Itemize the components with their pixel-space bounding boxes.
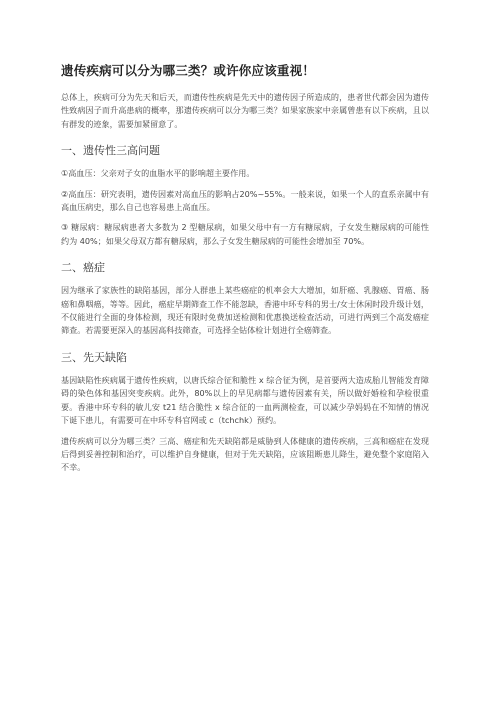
intro-paragraph: 总体上，疾病可分为先天和后天，而遗传性疾病是先天中的遗传因子所造成的，患者世代都会因为遗传性致病因子而升高患病的概率，那遗传疾病可以分为哪三类？如果家族家中亲属曾患有以下疾病，且以有群发的迹象，需要加紧留意了。 <box>61 92 429 129</box>
paragraph-hypertension: ②高血压：研究表明，遗传因素对高血压的影响占20%~55%。一般来说，如果一个人的直系亲属中有高血压病史，那么自己也容易患上高血压。 <box>61 188 429 213</box>
document-page <box>61 62 429 482</box>
paragraph-diabetes: ③ 糖尿病：糖尿病患者大多数为 2 型糖尿病，如果父母中有一方有糖尿病，子女发生糖尿病的可能性约为 40%；如果父母双方都有糖尿病，那么子女发生糖尿病的可能性会增加至 70%。 <box>61 222 429 246</box>
section-heading-cancer: 二、癌症 <box>61 261 105 275</box>
section-heading-birth-defects: 三、先天缺陷 <box>61 350 127 364</box>
paragraph-birth-defects: 基因缺陷性疾病属于遗传性疾病，以唐氏综合征和脆性 x 综合征为例，是首要两大造成胎儿智能发育障碍的染色体和基因突变疾病。此外，80%以上的早见病都与遗传因素有关，所以做好婚检和孕检很重要。香港中环专科的敏儿安 t21 结合脆性 x 综合征的一血两测检查，可以减少孕妈妈在不知情的情况下诞下患儿，有需要可在中环专科官网或 c（tchchk）预约。 <box>61 374 429 426</box>
paragraph-cancer: 因为继承了家族性的缺陷基因，部分人群患上某些癌症的机率会大大增加，如肝癌、乳腺癌、胃癌、肠癌和鼻咽癌，等等。因此，癌症早期筛查工作不能忽缺，香港中环专科的男士/女士休闲时段升级计划，不仅能进行全面的身体检测，现还有限时免费加送检测和优惠换送检查活动，可进行两到三个高发癌症筛查。若需要更深入的基因高科技筛查，可选择全钻体检计划进行全癌筛查。 <box>61 285 429 336</box>
section-heading-hereditary-three-highs: 一、遗传性三高问题 <box>61 144 160 158</box>
paragraph-hyperlipidemia: ①高血压：父亲对子女的血脂水平的影响超主要作用。 <box>61 168 255 179</box>
paragraph-conclusion: 遗传疾病可以分为哪三类？三高、癌症和先天缺陷都是威胁到人体健康的遗传疾病，三高和癌症在发现后得到妥善控制和治疗，可以维护自身健康，但对于先天缺陷，应该阻断患儿降生，避免整个家庭陷入不幸。 <box>61 435 429 473</box>
document-title: 遗传疾病可以分为哪三类？或许你应该重视！ <box>61 63 316 78</box>
